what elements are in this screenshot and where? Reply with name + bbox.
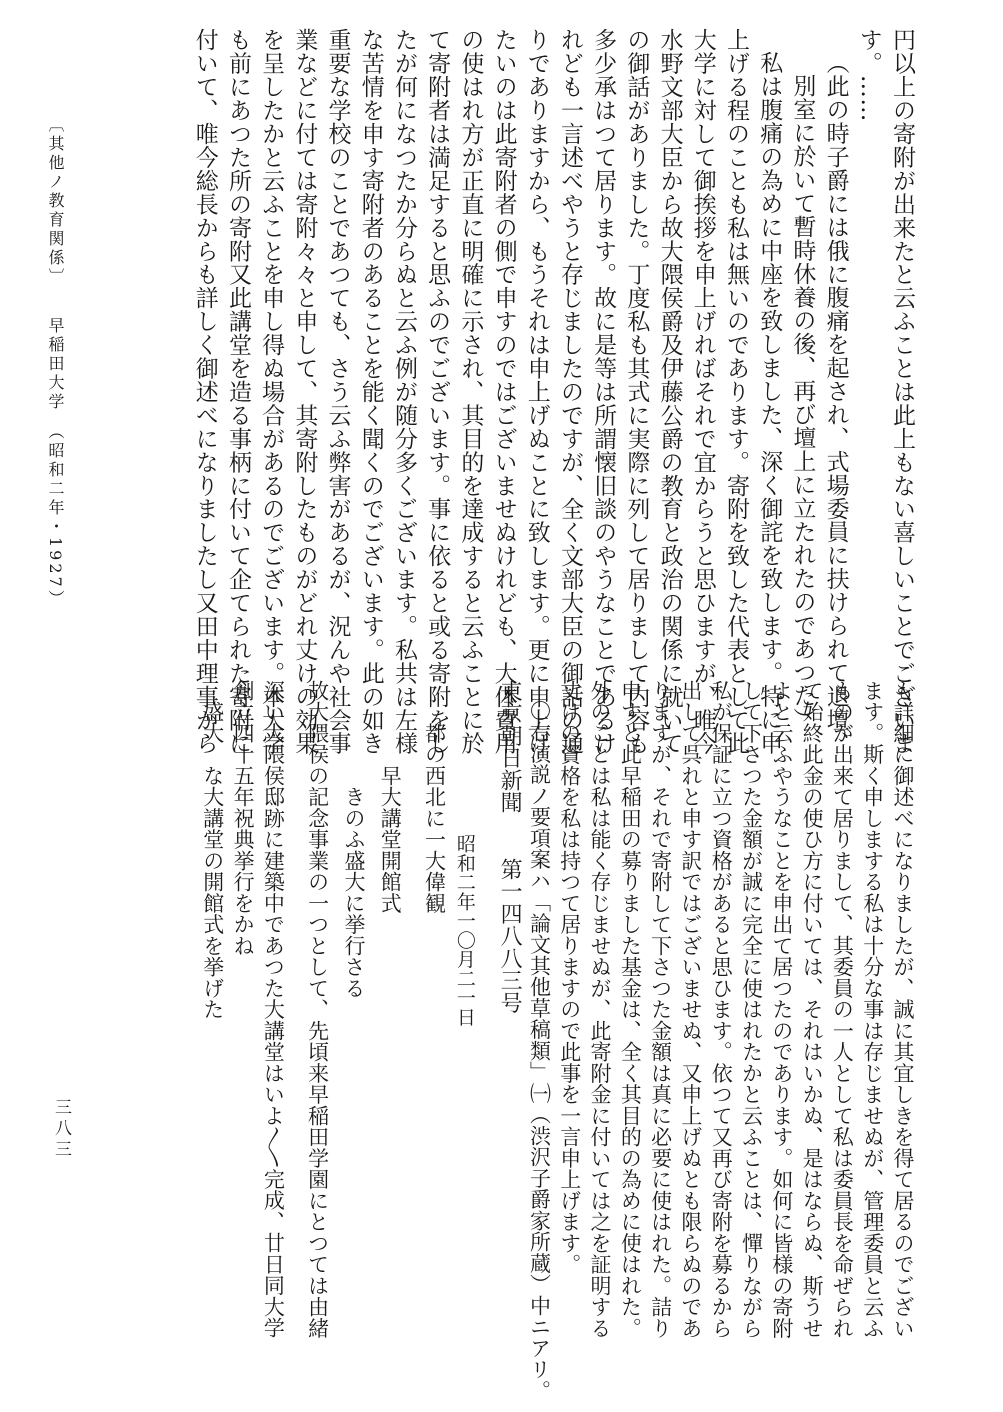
header-category: 〔其他ノ教育関係〕 [46, 116, 65, 279]
text-column: の使はれ方が正直に明確に示され、其目的を達成すると云ふことに於 [457, 28, 484, 755]
text-column: を呈したかと云ふことを申し得ぬ場合があるのでございます。本大学 [258, 28, 285, 755]
text-column: 故大隈侯の記念事業の一つとして、先頃来早稲田学園にとつては由緒 [305, 680, 330, 1339]
headline: 早大講堂開館式 [378, 680, 403, 914]
text-column: 盛大 な大講堂の開館式を挙げた [200, 680, 225, 1020]
text-column: も詳細に御述べになりましたが、誠に其宜しきを得て居るのでござい [891, 680, 915, 1339]
text-column: 私が保証に立つ資格があると思ひます。依つて又再び寄附を募るから [709, 680, 734, 1339]
text-column: て始終此金の使ひ方に付いては、それはいかぬ、是はならぬ、斯うせ [800, 680, 825, 1339]
text-column: 上げる程のことも私は無いのであります。寄附を致した代表として此 [722, 28, 749, 755]
text-column: れども一言述べやうと存じましたのですが、全く文部大臣の御話の通 [556, 28, 583, 755]
text-column: 多少承はつて居ります。故に是等は所謂懐旧談のやうなことであるけ [590, 28, 617, 755]
source-note: 〇右演説ノ要項案ハ「論文其他草稿類」㈠（渋沢子爵家所蔵）中ニアリ。 [527, 700, 552, 1402]
newspaper-title: 東京朝日新聞 第一四八八三号 [497, 680, 523, 1014]
header-institution: 早稲田大学 [46, 317, 65, 412]
text-column: 私は腹痛の為めに中座を致しました、深く御詫を致します。特に申 [756, 51, 783, 755]
text-column: 外のことは私は能く存じませぬが、此寄附金に付いては之を証明する [588, 680, 613, 1339]
text-column: ものが出来て居りまして、其委員の一人として私は委員長を命ぜられ [830, 680, 855, 1339]
text-column: 円以上の寄附が出来たと云ふことは此上もない喜しいことでございま [889, 28, 915, 755]
page-number: 三八三 [51, 1098, 71, 1161]
text-column: たが何になつたか分らぬと云ふ例が随分多くございます。私共は左様 [390, 28, 417, 755]
header-year: （昭和二年・1927） [46, 431, 65, 609]
newspaper-date: 昭和二年一〇月二一日 [453, 680, 476, 1027]
text-column: して下さつた金額が誠に完全に使はれたかと云ふことは、憚りながら [739, 680, 764, 1339]
text-column: 重要な学校のことであつても、さう云ふ弊害があるが、況んや社会事 [324, 28, 351, 755]
text-column: も前にあつた所の寄附又此講堂を造る事柄に付いて企てられた寄附に [224, 28, 251, 755]
text-column: 申すと此早稲田の募りました基金は、全く其目的の為めに使はれた。 [618, 680, 643, 1339]
text-column: 創立四十五年祝典挙行をかね [231, 680, 256, 957]
text-column: りでありますから、もうそれは申上げぬことに致します。更に申上げ [523, 28, 550, 755]
page-header [47, 116, 63, 609]
text-column: の御話がありました。丁度私も其式に実際に列して居りまして内容も [623, 28, 650, 755]
text-column: 大学に対して御挨拶を申上げればそれで宜からうと思ひますが、唯今 [689, 28, 716, 755]
text-column: 水野文部大臣から故大隈侯爵及伊藤公爵の教育と政治の関係に就いて [656, 28, 683, 755]
lower-text-block [191, 680, 918, 1401]
text-column: ます。斯く申しまする私は十分な事は存じませぬが、管理委員と云ふ [860, 680, 885, 1339]
text-column: 別室に於いて暫時休養の後、再び壇上に立たれたのであつた） [789, 74, 816, 731]
text-column: す。…… [855, 28, 882, 122]
headline: 都の西北に一大偉観 [422, 680, 447, 914]
text-column: りますが、それで寄附して下さつた金額は真に必要に使はれた。詰り [648, 680, 673, 1339]
text-column: な苦情を申す寄附者のあることを能く聞くのでございます。此の如き [357, 28, 384, 755]
text-column: 付いて、唯今総長からも詳しく御述べになりましたし又田中理事から [191, 28, 218, 755]
headline: きのふ盛大に挙行さる [341, 680, 366, 999]
text-column: 丈けの資格を私は持つて居りますので此事を一言申上げます。 [557, 680, 582, 1275]
text-column: よと云ふやうなことを申出て居つたのであります。如何に皆様の寄附 [769, 680, 794, 1339]
text-column: 業などに付ては寄附々々と申して、其寄附したものがどれ丈けの効果 [291, 28, 318, 755]
upper-text-block [188, 28, 918, 755]
text-column: て寄附者は満足すると思ふのでございます。事に依ると或る寄附をし [424, 28, 451, 755]
text-column: たいのは此寄附者の側で申すのではございませぬけれども、大体費用 [490, 28, 517, 755]
text-column: 深い大隈侯邸跡に建築中であつた大講堂はいよ〳〵完成、廿日同大学 [261, 680, 286, 1339]
text-column: 出して呉れと申す訳ではございませぬ、又申上げぬとも限らぬのであ [678, 680, 703, 1339]
text-column: （此の時子爵には俄に腹痛を起され、式場委員に扶けられて退壇、 [822, 51, 849, 755]
